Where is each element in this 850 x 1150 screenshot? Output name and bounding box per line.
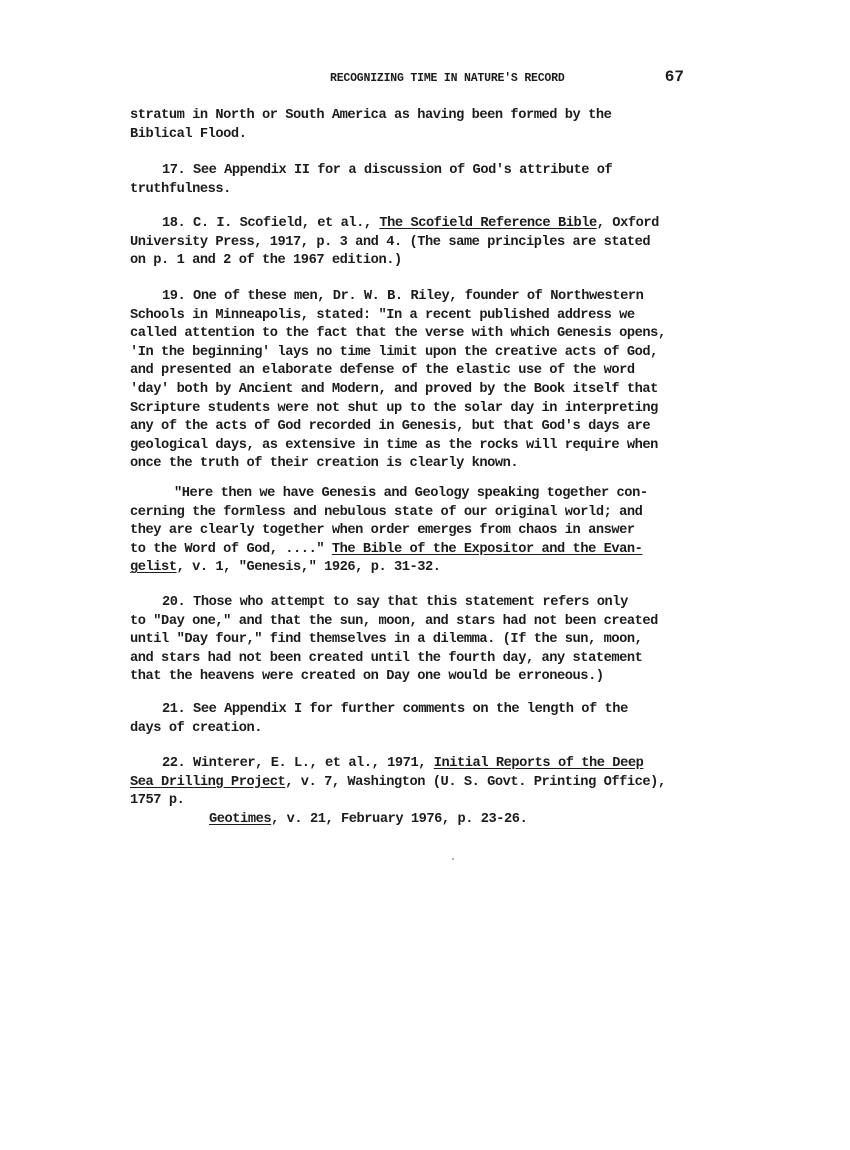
text-line: on p. 1 and 2 of the 1967 edition.) [130,253,402,269]
footnote-continuation [130,107,720,144]
book-title: The Bible of the Expositor and the Evan- [331,541,643,557]
footnote-18 [130,215,720,271]
text-line: days of creation. [130,720,262,736]
footnote-19 [130,288,720,474]
text-line: they are clearly together when order emerges from chaos in answer [130,523,635,539]
citation-text: 18. C. I. Scofield, et al., [162,216,380,231]
text-line: stratum in North or South America as having been formed by the [130,108,612,123]
footnote-19-quote [130,485,720,578]
text-line [130,215,720,234]
text-line: cerning the formless and nebulous state of our original world; and [130,504,643,520]
text-line: until "Day four," find themselves in a dilemma. (If the sun, moon, [130,632,643,648]
book-title: The Scofield Reference Bible [379,216,597,231]
citation-text: 22. Winterer, E. L., et al., 1971, [162,756,434,771]
text-line: 21. See Appendix I for further comments on the length of the [162,702,628,717]
text-line: 20. Those who attempt to say that this statement refers only [162,595,628,610]
citation-text: to the Word of God, ...." [130,541,332,557]
text-line [130,774,720,793]
text-line: 'In the beginning' lays no time limit upon the creative acts of God, [130,344,658,360]
text-line: 1757 p. [130,793,185,809]
page-number: 67 [664,68,684,86]
text-line [130,811,720,830]
text-line: to "Day one," and that the sun, moon, and stars had not been created [130,613,658,629]
text-line: geological days, as extensive in time as the rocks will require when [130,437,658,453]
text-line: any of the acts of God recorded in Genesis, but that God's days are [130,419,651,435]
text-line: and stars had not been created until the fourth day, any statement [130,650,643,666]
scan-speck [452,858,454,860]
book-title: Initial Reports of the Deep [433,756,644,771]
text-line: that the heavens were created on Day one would be erroneous.) [130,669,604,685]
text-line: 19. One of these men, Dr. W. B. Riley, founder of Northwestern [162,289,644,304]
citation-text: , v. 21, February 1976, p. 23-26. [271,811,528,827]
footnote-22 [130,755,720,829]
citation-text: , v. 1, "Genesis," 1926, p. 31-32. [176,560,441,576]
text-line: Schools in Minneapolis, stated: "In a recent published address we [130,307,635,323]
text-line [130,559,720,578]
text-line: Biblical Flood. [130,126,247,142]
text-line: called attention to the fact that the verse with which Genesis opens, [130,326,666,342]
journal-title: Geotimes [209,811,272,827]
page-header [330,68,690,92]
book-title: gelist [130,560,177,576]
text-line: once the truth of their creation is clearly known. [130,456,519,472]
citation-text: , v. 7, Washington (U. S. Govt. Printing Office), [285,774,666,790]
text-line: and presented an elaborate defense of the elastic use of the word [130,363,635,379]
citation-text: , Oxford [596,216,659,231]
footnote-21 [130,701,720,738]
text-line: 17. See Appendix II for a discussion of God's attribute of [162,163,613,178]
text-line: Scripture students were not shut up to the solar day in interpreting [130,400,658,416]
text-line [130,755,720,774]
text-line: "Here then we have Genesis and Geology speaking together con- [174,486,648,501]
footnote-20 [130,594,720,687]
book-title: Sea Drilling Project [130,774,286,790]
text-line: University Press, 1917, p. 3 and 4. (The same principles are stated [130,234,651,250]
text-line: 'day' both by Ancient and Modern, and proved by the Book itself that [130,381,658,397]
text-line: truthfulness. [130,181,231,197]
footnote-17 [130,162,720,199]
text-line [130,541,720,560]
running-title: RECOGNIZING TIME IN NATURE'S RECORD [330,72,565,85]
